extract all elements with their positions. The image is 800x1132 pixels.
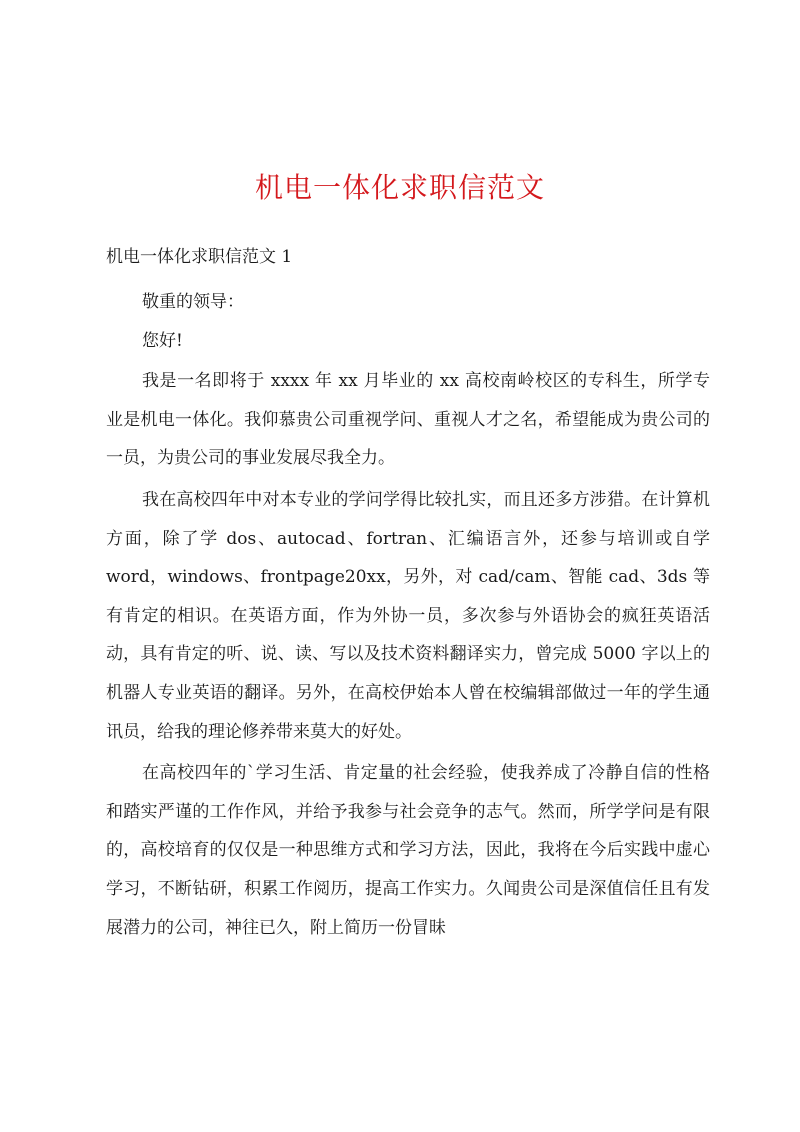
letter-subheading: 机电一体化求职信范文 1 [106, 247, 293, 267]
letter-body [106, 242, 710, 947]
letter-paragraph: 在高校四年的`学习生活、肯定量的社会经验，使我养成了冷静自信的性格和踏实严谨的工作作风，并给予我参与社会竞争的志气。然而，所学学问是有限的，高校培育的仅仅是一种思维方式和学习方法，因此，我将在今后实践中虚心学习，不断钻研，积累工作阅历，提高工作实力。久闻贵公司是深值信任且有发展潜力的公司，神往已久，附上简历一份冒昧 [106, 763, 710, 938]
letter-paragraph: 我在高校四年中对本专业的学问学得比较扎实，而且还多方涉猎。在计算机方面，除了学 dos、autocad、fortran、汇编语言外，还参与培训或自学 word，windows、frontpage20xx，另外，对 cad/cam、智能 cad、3ds 等有肯定的相识。在英语方面，作为外协一员，多次参与外语协会的疯狂英语活动，具有肯定的听、说、读、写以及技术资料翻译实力，曾完成 5000 字以上的机器人专业英语的翻译。另外，在高校伊始本人曾在校编辑部做过一年的学生通讯员，给我的理论修养带来莫大的好处。 [106, 489, 710, 742]
document-title: 机电一体化求职信范文 [254, 171, 545, 204]
letter-hello: 您好! [142, 330, 183, 351]
letter-paragraph: 我是一名即将于 xxxx 年 xx 月毕业的 xx 高校南岭校区的专科生，所学专业是机电一体化。我仰慕贵公司重视学问、重视人才之名，希望能成为贵公司的一员，为贵公司的事业发展尽我全力。 [106, 371, 710, 469]
letter-greeting: 敬重的领导： [142, 292, 244, 312]
